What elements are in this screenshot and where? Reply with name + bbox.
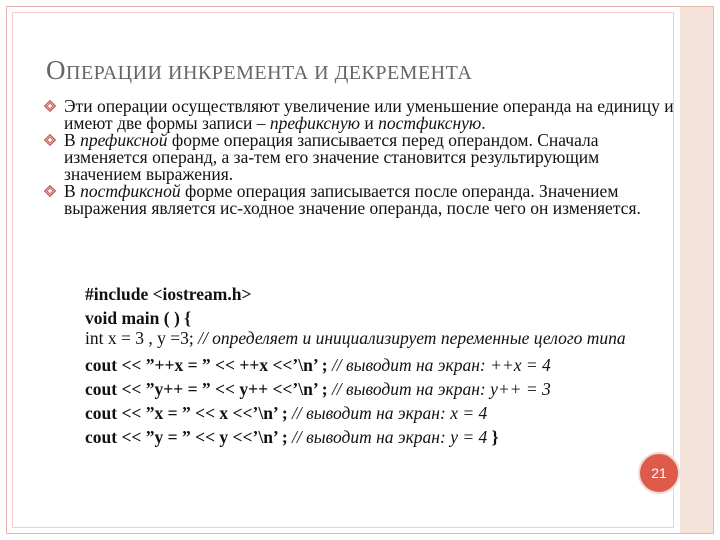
slide-title (46, 55, 666, 86)
code-block (85, 282, 675, 449)
bullet-em: постфиксную (378, 113, 482, 133)
bullet-text: форме операция записывается после операнда. Значением выражения является ис-ходное значение операнда, после чего он изменяется. (64, 181, 641, 218)
code-line-postfix (85, 377, 675, 401)
title-rest: ПЕРАЦИИ ИНКРЕМЕНТА И ДЕКРЕМЕНТА (66, 62, 473, 84)
code-comment: // выводит на экран: y = 4 (287, 427, 488, 447)
bullet-em: префиксную (269, 113, 360, 133)
code-text: cout << ”x = ” << x <<’\n’ ; (85, 403, 288, 423)
diamond-bullet-icon (44, 100, 56, 112)
code-line-declare (85, 330, 675, 347)
bullet-item (44, 132, 674, 183)
code-comment: // выводит на экран: x = 4 (287, 403, 488, 423)
code-text: } (487, 427, 499, 447)
code-text: void main ( ) { (85, 308, 192, 328)
code-comment: // выводит на экран: y++ = 3 (327, 379, 551, 399)
code-comment: // определяет и инициализирует переменные целого типа (193, 328, 626, 348)
code-text: cout << ”y++ = ” << y++ <<’\n’ ; (85, 379, 328, 399)
title-initial: О (46, 55, 66, 85)
code-text: cout << ”++x = ” << ++x <<’\n’ ; (85, 355, 328, 375)
slide-frame-inner (12, 12, 674, 528)
code-text: #include <iostream.h> (85, 284, 252, 304)
bullet-item (44, 183, 674, 217)
code-line-main (85, 306, 675, 330)
code-text: cout << ”y = ” << y <<’\n’ ; (85, 427, 288, 447)
bullet-item (44, 98, 674, 132)
bullet-text: В (64, 130, 81, 150)
bullet-em: префиксной (80, 130, 168, 150)
bullet-text: . (481, 113, 486, 133)
code-comment: // выводит на экран: ++x = 4 (327, 355, 551, 375)
page-number-badge: 21 (638, 452, 680, 494)
code-line-x (85, 401, 675, 425)
bullet-text: и (359, 113, 379, 133)
bullet-text: форме операция записывается перед операндом. Сначала изменяется операнд, а за-тем его значение становится результирующим значением выражения. (64, 130, 600, 184)
code-line-y (85, 425, 675, 449)
slide-side-band (680, 7, 713, 533)
code-line-include (85, 282, 675, 306)
bullet-text: Эти операции осуществляют увеличение или уменьшение операнда на единицу и имеют две формы записи – (64, 96, 674, 133)
diamond-bullet-icon (44, 134, 56, 146)
code-line-prefix (85, 353, 675, 377)
code-text: int x = 3 , y =3; (85, 328, 194, 348)
bullet-em: постфиксной (80, 181, 181, 201)
diamond-bullet-icon (44, 185, 56, 197)
bullet-list (44, 98, 674, 217)
bullet-text: В (64, 181, 81, 201)
